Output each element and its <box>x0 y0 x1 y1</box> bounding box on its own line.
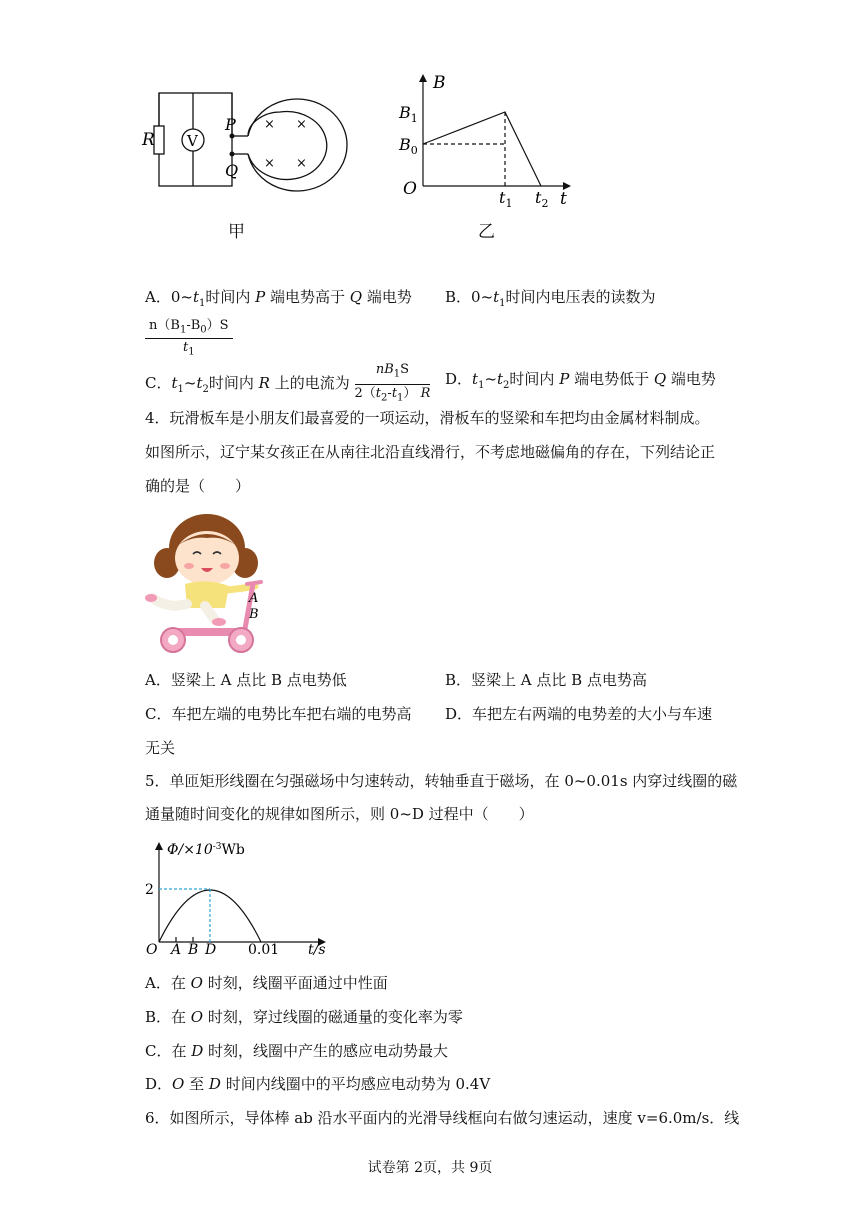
q4-option-a: A．竖梁上 A 点比 B 点电势低 <box>145 671 347 689</box>
resistor-label: R <box>142 130 155 150</box>
terminal-p-label: P <box>225 115 236 134</box>
label-t2: $t_2$ <box>535 188 549 210</box>
figure-caption-jia: 甲 <box>228 222 245 242</box>
q5-stem-line1: 5．单匝矩形线圈在匀强磁场中匀速转动，转轴垂直于磁场，在 0~0.01s 内穿过线圈的磁 <box>145 772 738 790</box>
point-b-label: B <box>249 607 259 622</box>
flux-x-axis-label: t/s <box>308 942 326 958</box>
flux-y-axis-label: $\Phi/\times 10^{-3}Wb$ <box>167 842 245 858</box>
q5-option-a: A．在 O 时刻，线圈平面通过中性面 <box>145 974 388 992</box>
q4-option-c: C．车把左端的电势比车把右端的电势高 <box>145 705 412 723</box>
label-t1: $t_1$ <box>499 188 513 210</box>
axis-x-label: t <box>560 189 567 209</box>
voltmeter-label: V <box>187 132 198 150</box>
q4-stem-line2: 如图所示，辽宁某女孩正在从南往北沿直线滑行，不考虑地磁偏角的存在，下列结论正 <box>145 443 716 461</box>
q4-option-d: D．车把左右两端的电势差的大小与车速 <box>445 705 713 723</box>
scooter-girl-illustration <box>145 508 270 656</box>
page-footer: 试卷第 2页，共 9页 <box>367 1160 493 1176</box>
q3-option-b: B．$0\sim t_1$时间内电压表的读数为 <box>445 288 656 309</box>
q3-option-b-fraction: $\frac{n(B_1-B_0)S}{t_1}$ <box>145 314 233 357</box>
axis-y-label: B <box>433 73 446 93</box>
field-cross: × <box>264 117 275 132</box>
point-a-label: A <box>249 591 259 606</box>
field-cross: × <box>264 156 275 171</box>
q6-stem-line1: 6．如图所示，导体棒 ab 沿水平面内的光滑导线框向右做匀速运动，速度 v=6.0m/s．线 <box>145 1109 740 1127</box>
terminal-q-label: Q <box>225 161 239 180</box>
q5-option-c: C．在 D 时刻，线圈中产生的感应电动势最大 <box>145 1042 449 1060</box>
figure-caption-yi: 乙 <box>478 222 495 242</box>
circuit-figure <box>140 78 350 203</box>
flux-point-a: A <box>171 942 182 958</box>
flux-x-tick: 0.01 <box>248 942 280 958</box>
field-cross: × <box>296 156 307 171</box>
flux-y-tick: 2 <box>145 882 154 898</box>
flux-origin-label: O <box>146 942 158 958</box>
label-b0: $B_0$ <box>399 135 418 157</box>
q3-option-c: C．$t_1\sim t_2$时间内 R 上的电流为 $\frac{nB_1S}{2(t_2-t_1) R}$ <box>145 362 431 404</box>
q4-stem-line3: 确的是（ ） <box>145 477 251 495</box>
origin-label: O <box>403 179 417 199</box>
field-cross: × <box>296 117 307 132</box>
q5-option-d: D．O 至 D 时间内线圈中的平均感应电动势为 0.4V <box>145 1075 491 1093</box>
flux-point-b: B <box>188 942 199 958</box>
flux-time-graph <box>140 836 350 960</box>
q5-option-b: B．在 O 时刻，穿过线圈的磁通量的变化率为零 <box>145 1008 463 1026</box>
q4-stem-line1: 4．玩滑板车是小朋友们最喜爱的一项运动，滑板车的竖梁和车把均由金属材料制成。 <box>145 409 710 427</box>
q4-option-d-continued: 无关 <box>145 739 176 757</box>
flux-point-d: D <box>205 942 217 958</box>
label-b1: $B_1$ <box>399 103 418 125</box>
q3-option-d: D．$t_1\sim t_2$时间内 P 端电势低于 Q 端电势 <box>445 370 716 391</box>
q4-option-b: B．竖梁上 A 点比 B 点电势高 <box>445 671 647 689</box>
b-t-graph <box>395 70 580 210</box>
q5-stem-line2: 通量随时间变化的规律如图所示，则 0~D 过程中（ ） <box>145 805 534 823</box>
q3-option-a: A．$0\sim t_1$时间内 P 端电势高于 Q 端电势 <box>145 288 412 309</box>
